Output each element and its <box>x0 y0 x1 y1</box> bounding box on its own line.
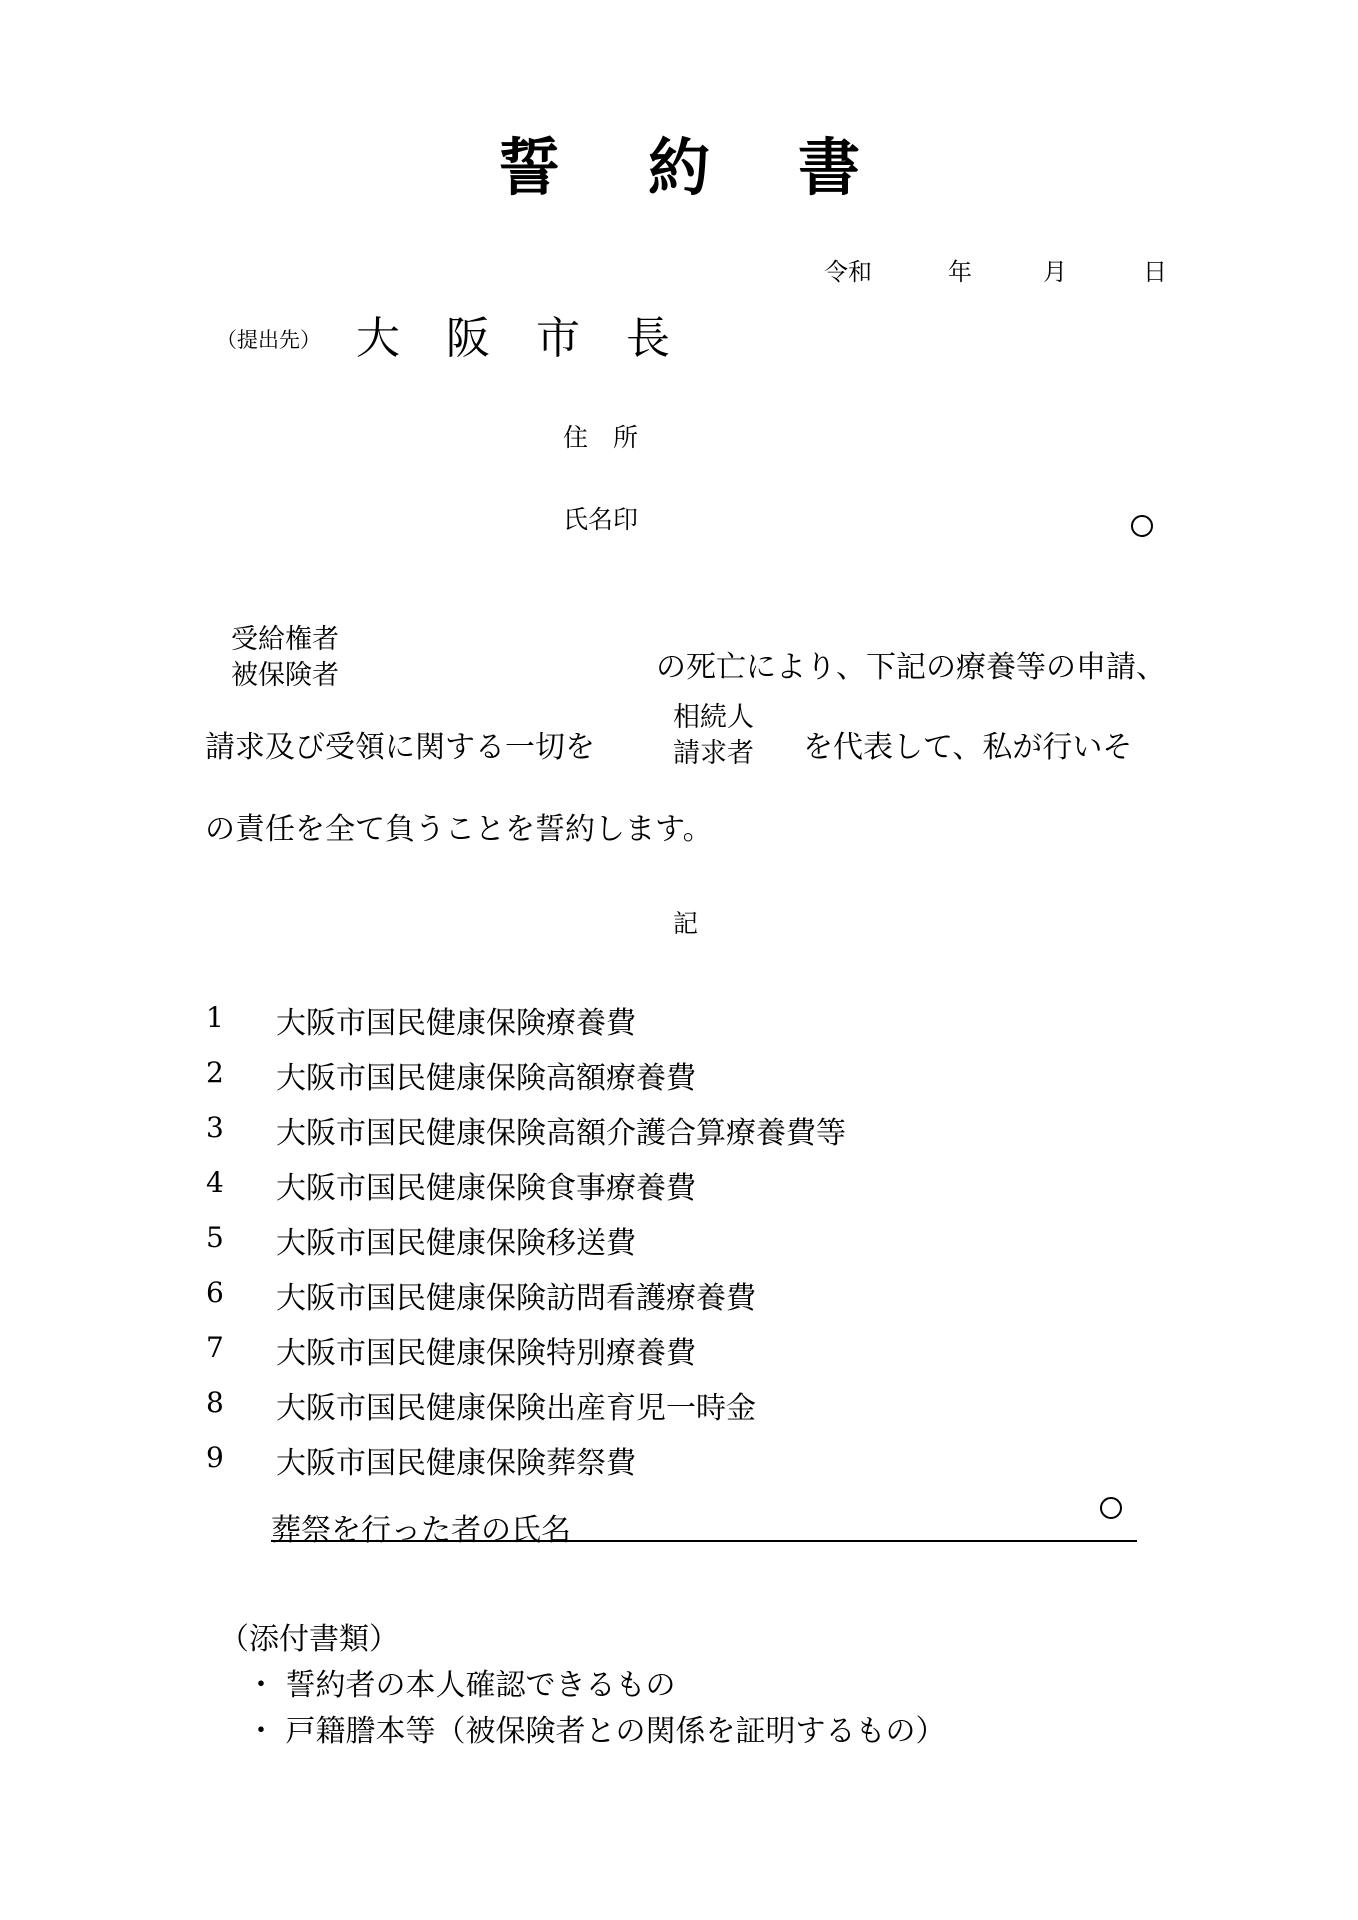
item-text: 大阪市国民健康保険食事療養費 <box>276 1171 696 1206</box>
title-char: 約 <box>647 131 710 204</box>
item-number: 8 <box>206 1386 224 1419</box>
signature-underline <box>271 1540 1137 1542</box>
seal-circle-icon <box>1100 1497 1122 1519</box>
date-year-field[interactable]: 年 <box>948 258 972 286</box>
date-day-field[interactable]: 日 <box>1143 258 1167 286</box>
document-title <box>0 118 1358 207</box>
statement-line-2-prefix: 請求及び受領に関する一切を <box>205 730 595 765</box>
funeral-name-field[interactable] <box>600 1500 1080 1540</box>
attachment-item: ・ 戸籍謄本等（被保険者との関係を証明するもの） <box>246 1714 946 1749</box>
representative-option-list <box>673 700 754 772</box>
item-number: 2 <box>206 1056 224 1089</box>
deceased-option-list <box>231 622 339 694</box>
item-text: 大阪市国民健康保険高額療養費 <box>276 1061 696 1096</box>
name-field[interactable] <box>650 494 1110 534</box>
name-seal-label: 氏名印 <box>563 505 639 534</box>
recipient-label: （提出先） <box>216 328 321 352</box>
recipient-name: 大 阪 市 長 <box>356 313 686 364</box>
item-number: 7 <box>206 1331 224 1364</box>
title-char: 誓 <box>497 131 560 204</box>
item-text: 大阪市国民健康保険出産育児一時金 <box>276 1391 756 1426</box>
item-text: 大阪市国民健康保険療養費 <box>276 1006 636 1041</box>
item-text: 大阪市国民健康保険高額介護合算療養費等 <box>276 1116 846 1151</box>
statement-line-3: の責任を全て負うことを誓約します。 <box>205 812 713 847</box>
representative-option[interactable]: 請求者 <box>673 738 754 769</box>
item-number: 1 <box>206 1001 224 1034</box>
item-text: 大阪市国民健康保険葬祭費 <box>276 1446 636 1481</box>
item-text: 大阪市国民健康保険移送費 <box>276 1226 636 1261</box>
attachments-heading: （添付書類） <box>219 1622 399 1657</box>
address-label: 住 所 <box>563 423 639 452</box>
item-number: 9 <box>206 1441 224 1474</box>
deceased-option[interactable]: 受給権者 <box>231 624 339 655</box>
statement-line-1: の死亡により、下記の療養等の申請、 <box>656 650 1166 685</box>
note-heading: 記 <box>673 909 699 938</box>
deceased-option[interactable]: 被保険者 <box>231 660 339 691</box>
seal-circle-icon <box>1131 515 1153 537</box>
title-char: 書 <box>798 131 861 204</box>
funeral-name-label: 葬祭を行った者の氏名 <box>271 1513 571 1548</box>
address-field[interactable] <box>650 412 1170 452</box>
item-number: 3 <box>206 1111 224 1144</box>
item-number: 4 <box>206 1166 224 1199</box>
item-text: 大阪市国民健康保険訪問看護療養費 <box>276 1281 756 1316</box>
date-era: 令和 <box>824 258 872 286</box>
item-text: 大阪市国民健康保険特別療養費 <box>276 1336 696 1371</box>
statement-line-2-suffix: を代表して、私が行いそ <box>803 730 1133 765</box>
attachment-item: ・ 誓約者の本人確認できるもの <box>246 1668 676 1703</box>
item-number: 6 <box>206 1276 224 1309</box>
date-month-field[interactable]: 月 <box>1043 258 1067 286</box>
representative-option[interactable]: 相続人 <box>673 702 754 733</box>
item-number: 5 <box>206 1221 224 1254</box>
